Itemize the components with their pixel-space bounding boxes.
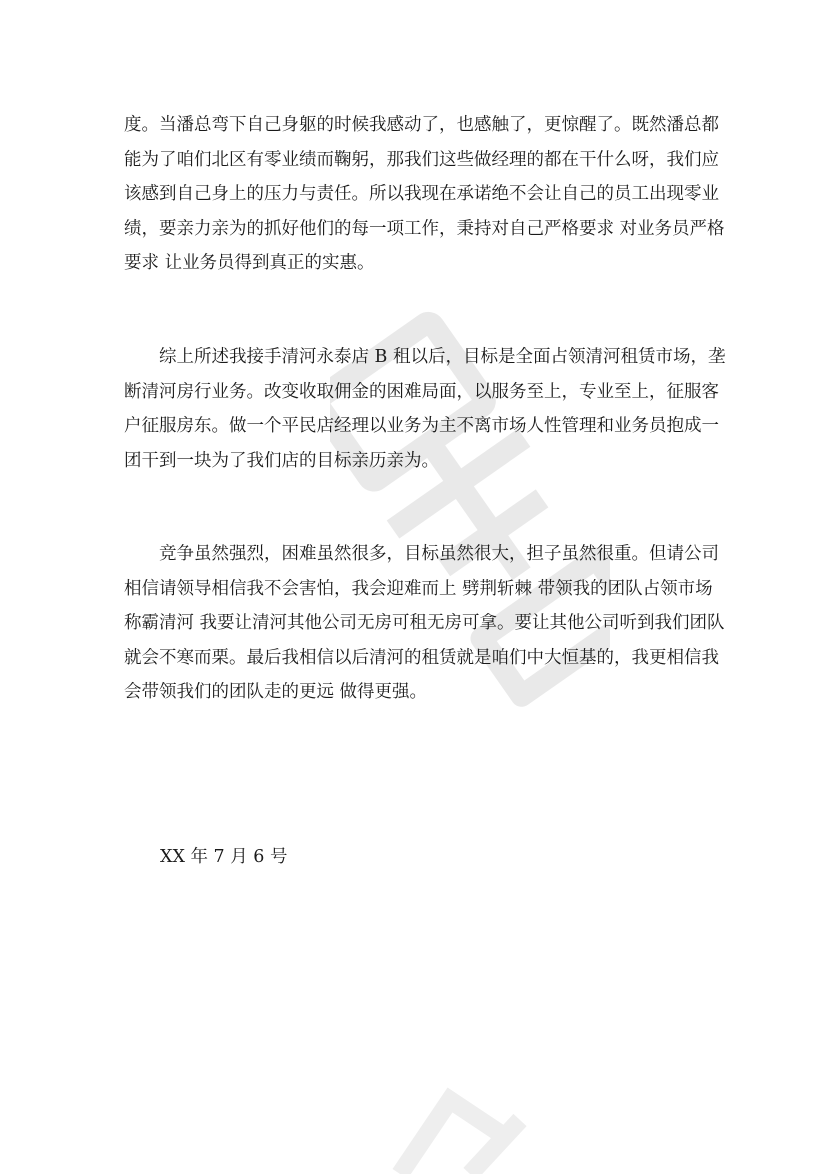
paragraph-line: 该感到自己身上的压力与责任。所以我现在承诺绝不会让自己的员工出现零业: [124, 184, 719, 204]
paragraph-line: 称霸清河 我要让清河其他公司无房可租无房可拿。要让其他公司听到我们团队: [124, 613, 725, 633]
paragraph-2: [124, 340, 726, 478]
paragraph-1: [124, 108, 725, 281]
paragraph-line: 团干到一块为了我们店的目标亲历亲为。: [124, 450, 439, 471]
paragraph-line: 要求 让业务员得到真正的实惠。: [124, 253, 375, 273]
paragraph-line: 竞争虽然强烈，困难虽然很多，目标虽然很大，担子虽然很重。但请公司: [124, 544, 719, 564]
paragraph-line: 断清河房行业务。改变收取佣金的困难局面，以服务至上，专业至上，征服客: [124, 381, 719, 402]
paragraph-line: 度。当潘总弯下自己身躯的时候我感动了，也感触了，更惊醒了。既然潘总都: [124, 115, 719, 135]
paragraph-3: [124, 537, 725, 710]
paragraph-line: 就会不寒而栗。最后我相信以后清河的租赁就是咱们中大恒基的，我更相信我: [124, 647, 719, 668]
paragraph-line: 相信请领导相信我不会害怕，我会迎难而上 劈荆斩棘 带领我的团队占领市场: [124, 578, 713, 599]
paragraph-line: 会带领我们的团队走的更远 做得更强。: [124, 682, 428, 702]
paragraph-line: 能为了咱们北区有零业绩而鞠躬，那我们这些做经理的都在干什么呀，我们应: [124, 149, 719, 170]
paragraph-line: 绩，要亲力亲为的抓好他们的每一项工作，秉持对自己严格要求 对业务员严格: [124, 218, 725, 239]
watermark-fragment-icon: [360, 1080, 560, 1174]
paragraph-line: 户征服房东。做一个平民店经理以业务为主不离市场人性管理和业务员抱成一: [124, 416, 719, 436]
document-date: XX 年 7 月 6 号: [160, 847, 288, 867]
paragraph-line: 综上所述我接手清河永泰店 B 租以后，目标是全面占领清河租赁市场，垄: [124, 347, 726, 367]
